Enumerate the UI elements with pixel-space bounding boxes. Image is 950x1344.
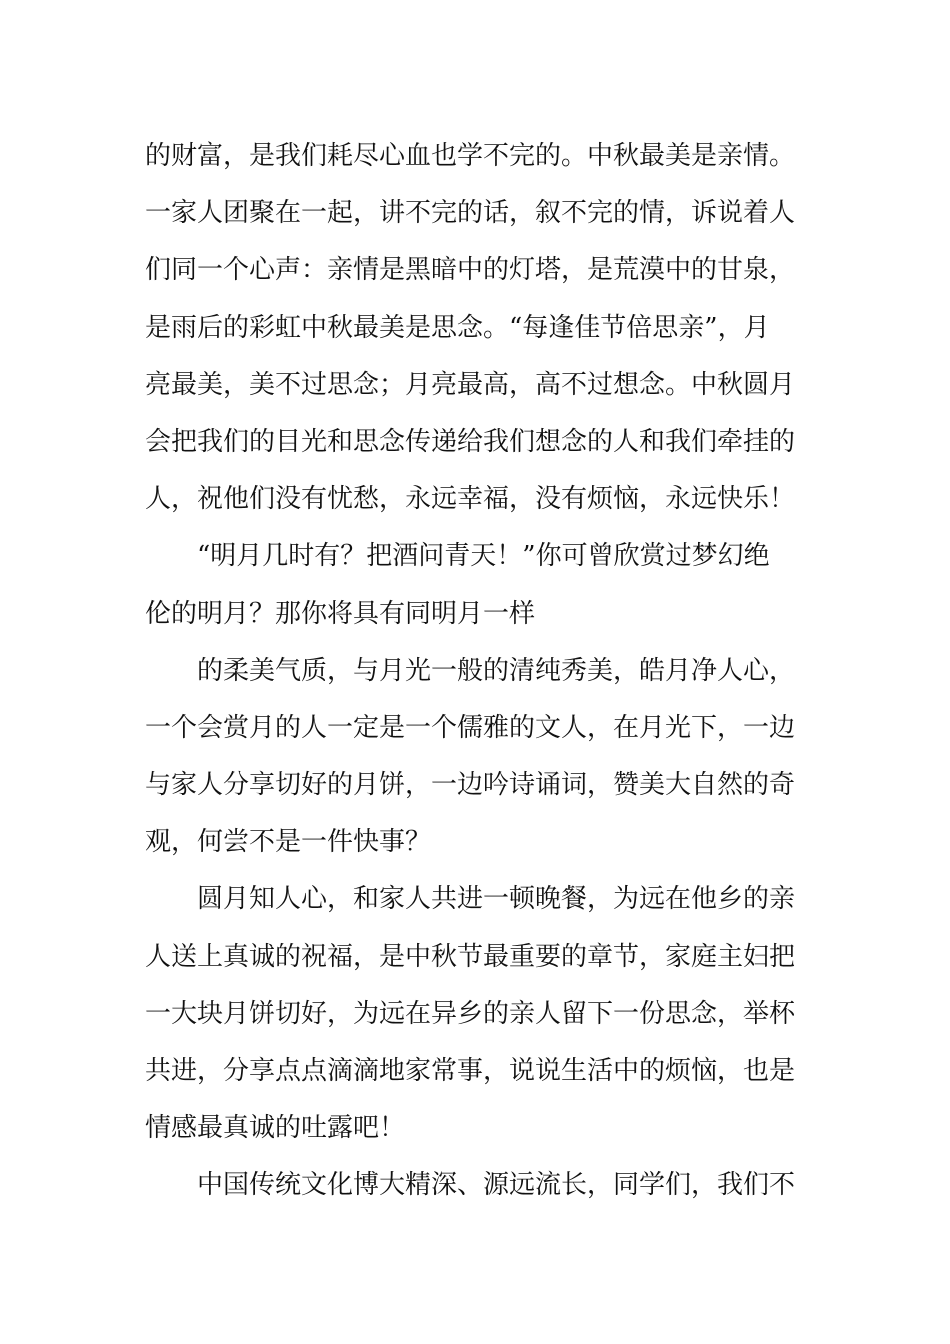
text-line: 一家人团聚在一起，讲不完的话，叙不完的情，诉说着人 [145, 198, 796, 229]
text-line: 会把我们的目光和思念传递给我们想念的人和我们牵挂的 [145, 426, 796, 457]
paragraph-start-line: 的柔美气质，与月光一般的清纯秀美，皓月净人心， [197, 655, 796, 686]
text-line: 们同一个心声：亲情是黑暗中的灯塔，是荒漠中的甘泉， [145, 255, 796, 286]
text-line: 亮最美，美不过思念；月亮最高，高不过想念。中秋圆月 [145, 369, 796, 400]
paragraph-start-line: “明月几时有？把酒问青天！”你可曾欣赏过梦幻绝 [197, 541, 770, 572]
paragraph-start-line: 中国传统文化博大精深、源远流长，同学们，我们不 [197, 1170, 796, 1201]
body-text [145, 128, 810, 1215]
text-line: 观，何尝不是一件快事？ [145, 827, 432, 858]
text-line: 一个会赏月的人一定是一个儒雅的文人，在月光下，一边 [145, 712, 796, 743]
paragraph-start-line: 圆月知人心，和家人共进一顿晚餐，为远在他乡的亲 [197, 884, 796, 915]
text-line: 情感最真诚的吐露吧！ [145, 1113, 406, 1144]
text-line: 人，祝他们没有忧愁，永远幸福，没有烦恼，永远快乐！ [145, 484, 796, 515]
text-line: 伦的明月？那你将具有同明月一样 [145, 598, 536, 629]
text-line: 一大块月饼切好，为远在异乡的亲人留下一份思念，举杯 [145, 998, 796, 1029]
text-line: 人送上真诚的祝福，是中秋节最重要的章节，家庭主妇把 [145, 941, 796, 972]
text-line: 共进，分享点点滴滴地家常事，说说生活中的烦恼，也是 [145, 1056, 796, 1086]
text-line: 与家人分享切好的月饼，一边吟诗诵词，赞美大自然的奇 [145, 770, 796, 801]
text-line: 是雨后的彩虹中秋最美是思念。“每逢佳节倍思亲”，月 [145, 312, 770, 343]
text-line: 的财富，是我们耗尽心血也学不完的。中秋最美是亲情。 [145, 141, 796, 171]
